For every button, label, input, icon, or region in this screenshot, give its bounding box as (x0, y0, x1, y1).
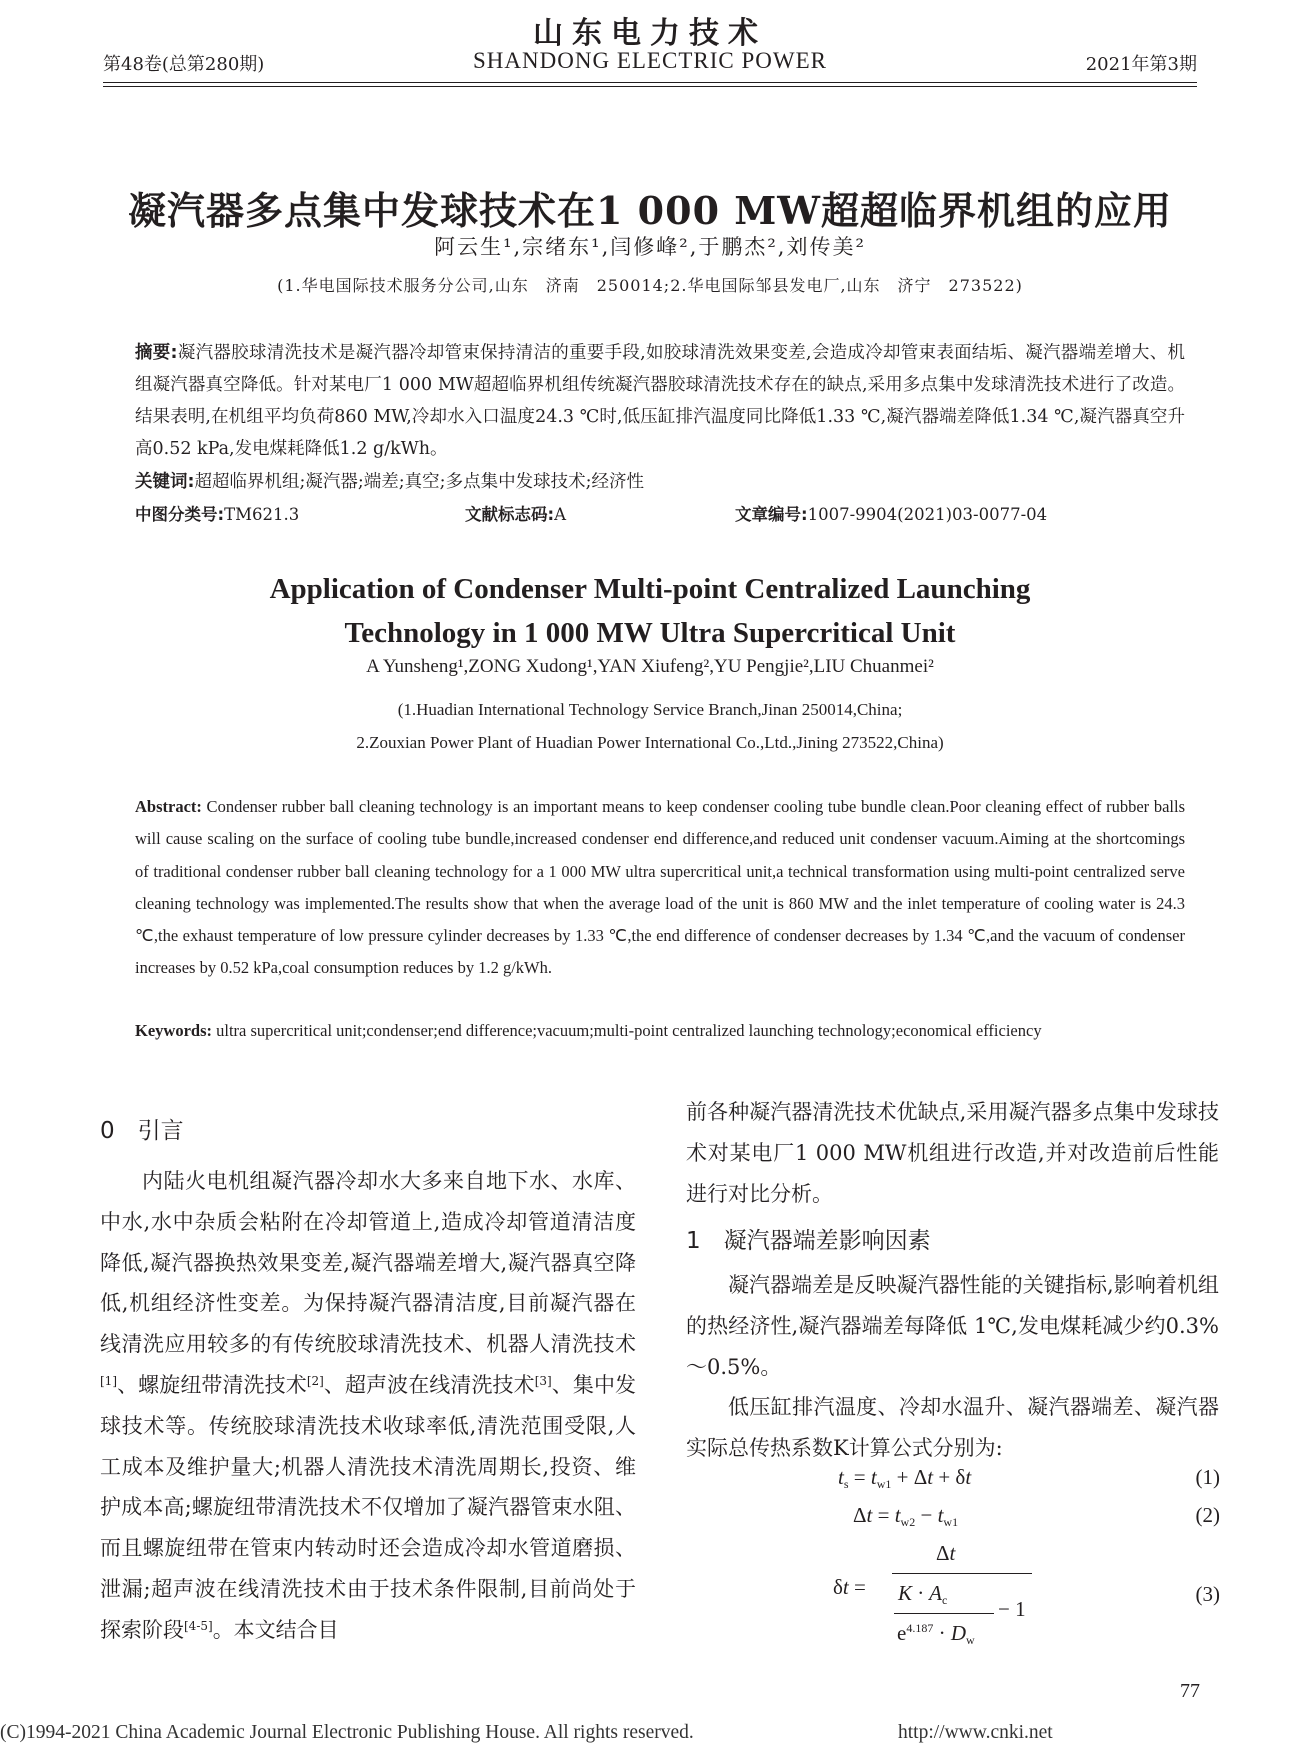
section-0-paragraph (100, 1161, 636, 1651)
abstract-cn (135, 337, 1185, 465)
doc-value: A (554, 505, 567, 524)
keywords-cn-text: 超超临界机组;凝汽器;端差;真空;多点集中发球技术;经济性 (194, 472, 644, 492)
title-en-line2: Technology in 1 000 MW Ultra Supercritical Unit (344, 617, 956, 649)
abstract-cn-text: 凝汽器胶球清洗技术是凝汽器冷却管束保持清洁的重要手段,如胶球清洗效果变差,会造成冷却管束表面结垢、凝汽器端差增大、机组凝汽器真空降低。针对某电厂1 000 MW超超临界机组传统凝汽器胶球清洗技术存在的缺点,采用多点集中发球清洗技术进行了改造。结果表明,在机组平均负荷860 MW,冷却水入口温度24.3 ℃时,低压缸排汽温度同比降低1.33 ℃,凝汽器端差降低1.34 ℃,凝汽器真空升高0.52 kPa,发电煤耗降低1.2 g/kWh。 (135, 343, 1185, 459)
page-number: 77 (1180, 1680, 1200, 1702)
abstract-en-text: Condenser rubber ball cleaning technology is an important means to keep condenser cooling tube bundle clean.Poor cleaning effect of rubber balls will cause scaling on the surface of cooling tube bundle,increased condenser end difference,and reduced unit condenser vacuum.Aiming at the shortcomings of traditional condenser rubber ball cleaning technology for a 1 000 MW ultra supercritical unit,a technical transformation using multi-point centralized serve cleaning technology was implemented.The results show that when the average load of the unit is 860 MW and the inlet temperature of cooling water is 24.3 ℃,the exhaust temperature of low pressure cylinder decreases by 1.33 ℃,the end difference of condenser decreases by 1.34 ℃,and the vacuum of condenser increases by 0.52 kPa,coal consumption reduces by 1.2 g/kWh. (135, 797, 1185, 978)
authors-en: A Yunsheng¹,ZONG Xudong¹,YAN Xiufeng²,YU Pengjie²,LIU Chuanmei² (366, 656, 934, 677)
journal-title-cn: 山东电力技术 (533, 16, 767, 51)
section-1-paragraph-2: 低压缸排汽温度、冷却水温升、凝汽器端差、凝汽器实际总传热系数K计算公式分别为: (686, 1395, 1219, 1461)
volume-info: 第48卷(总第280期) (103, 54, 265, 75)
section-1-paragraph-1: 凝汽器端差是反映凝汽器性能的关键指标,影响着机组的热经济性,凝汽器端差每降低 1℃,发电煤耗减少约0.3%～0.5%。 (686, 1273, 1219, 1379)
journal-title-en: SHANDONG ELECTRIC POWER (473, 48, 827, 73)
citation-ref[interactable]: [2] (306, 1373, 324, 1388)
affiliation-cn: (1.华电国际技术服务分公司,山东 济南 250014;2.华电国际邹县发电厂,山东 济宁 273522) (277, 276, 1023, 295)
article-number (735, 501, 1047, 525)
article-label: 文章编号: (735, 505, 808, 524)
equation-1: $t_s = t_{w1} + \Delta t + \delta t$ (838, 1465, 972, 1491)
section-1-heading: 1 凝汽器端差影响因素 (686, 1228, 931, 1254)
header-rule-thin (103, 86, 1197, 87)
article-value: 1007-9904(2021)03-0077-04 (807, 505, 1048, 524)
abstract-en (135, 791, 1185, 985)
doc-label: 文献标志码: (465, 505, 555, 524)
paper-title-en (0, 567, 1300, 655)
keywords-en-label: Keywords: (135, 1021, 212, 1040)
affiliation-en-line1: (1.Huadian International Technology Service Branch,Jinan 250014,China; (397, 700, 903, 719)
text-run: 、超声波在线清洗技术 (323, 1372, 535, 1397)
keywords-cn-label: 关键词: (135, 472, 195, 492)
section-0-body (100, 1161, 636, 1651)
equation-3: δt = Δt $K \cdot A_c$ $e^{4.187} \cdot D_w$ − 1 (820, 1537, 1120, 1657)
copyright-notice: (C)1994-2021 China Academic Journal Electronic Publishing House. All rights reserved. (0, 1722, 694, 1743)
affiliation-en (0, 693, 1300, 759)
citation-ref[interactable]: [1] (100, 1373, 117, 1388)
keywords-cn (135, 466, 1185, 498)
clc-label: 中图分类号: (135, 505, 225, 524)
paper-title-cn: 凝汽器多点集中发球技术在1 000 MW超超临界机组的应用 (128, 188, 1172, 233)
authors-cn: 阿云生¹,宗绪东¹,闫修峰²,于鹏杰²,刘传美² (434, 235, 866, 259)
clc-value: TM621.3 (224, 505, 300, 524)
text-run: 内陆火电机组凝汽器冷却水大多来自地下水、水库、中水,水中杂质会粘附在冷却管道上,造成冷却管道清洁度降低,凝汽器换热效果变差,凝汽器端差增大,凝汽器真空降低,机组经济性变差。为保持凝汽器清洁度,目前凝汽器在线清洗应用较多的有传统胶球清洗技术、机器人清洗技术 (100, 1169, 636, 1357)
issue-info: 2021年第3期 (1085, 54, 1197, 75)
keywords-en-text: ultra supercritical unit;condenser;end difference;vacuum;multi-point centralized launching technology;economical efficiency (212, 1021, 1042, 1040)
text-run: 、集中发球技术等。传统胶球清洗技术收球率低,清洗范围受限,人工成本及维护量大;机器人清洗技术清洗周期长,投资、维护成本高;螺旋纽带清洗技术不仅增加了凝汽器管束水阻、而且螺旋纽带在管束内转动时还会造成冷却水管道磨损、泄漏;超声波在线清洗技术由于技术条件限制,目前尚处于探索阶段 (100, 1372, 637, 1642)
abstract-cn-label: 摘要: (135, 343, 178, 363)
clc-number (135, 501, 299, 525)
text-run: 。本文结合目 (212, 1617, 339, 1642)
header-rule (103, 82, 1197, 83)
title-en-line1: Application of Condenser Multi-point Centralized Launching (269, 573, 1031, 605)
section-0-paragraph-continued: 前各种凝汽器清洗技术优缺点,采用凝汽器多点集中发球技术对某电厂1 000 MW机组进行改造,并对改造前后性能进行对比分析。 (686, 1100, 1219, 1206)
doc-code (465, 501, 566, 525)
cnki-link[interactable]: http://www.cnki.net (898, 1722, 1053, 1743)
citation-ref[interactable]: [4-5] (184, 1618, 213, 1633)
affiliation-en-line2: 2.Zouxian Power Plant of Huadian Power International Co.,Ltd.,Jining 273522,China) (356, 733, 944, 752)
abstract-en-label: Abstract: (135, 797, 202, 816)
keywords-en (135, 1015, 1185, 1047)
citation-ref[interactable]: [3] (534, 1373, 552, 1388)
equation-2-number: (2) (1195, 1503, 1220, 1527)
equation-1-number: (1) (1195, 1465, 1220, 1489)
equation-3-number: (3) (1195, 1582, 1220, 1606)
text-run: 、螺旋纽带清洗技术 (117, 1372, 307, 1397)
section-1-body (686, 1265, 1219, 1469)
section-0-continuation (686, 1092, 1219, 1214)
equation-2: $\Delta t = t_{w2} - t_{w1}$ (853, 1503, 959, 1529)
section-0-heading: 0 引言 (100, 1118, 184, 1144)
